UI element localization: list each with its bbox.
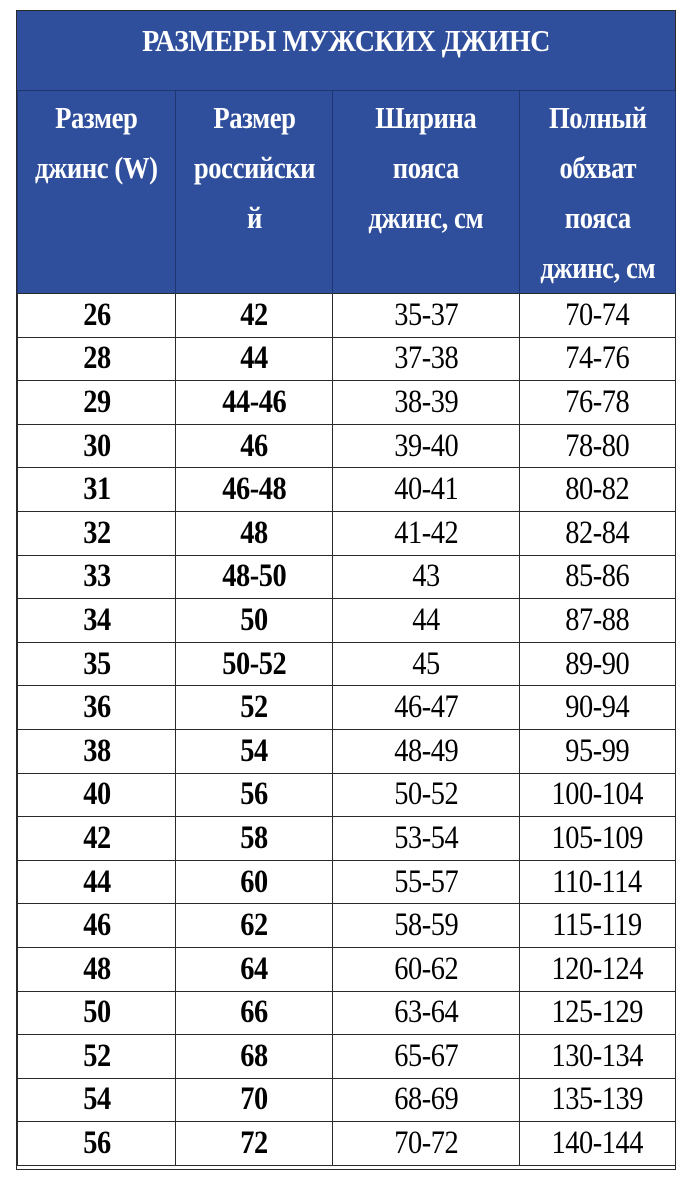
cell-value: 78-80 bbox=[565, 427, 630, 464]
table-row bbox=[18, 599, 676, 643]
cell-waist-width bbox=[333, 773, 520, 817]
cell-waist-width bbox=[333, 904, 520, 948]
cell-russian-size bbox=[176, 468, 333, 512]
cell-waist-width bbox=[333, 817, 520, 861]
column-header-label: Размер джинс (W) bbox=[35, 100, 158, 185]
cell-value: 56 bbox=[240, 776, 268, 813]
cell-value: 65-67 bbox=[393, 1037, 459, 1074]
cell-russian-size bbox=[176, 817, 333, 861]
cell-value: 140-144 bbox=[551, 1125, 644, 1162]
cell-value: 41-42 bbox=[393, 514, 459, 551]
column-header-label: Размер российски й bbox=[193, 100, 315, 235]
cell-full-waist bbox=[520, 817, 676, 861]
cell-value: 50 bbox=[240, 601, 268, 638]
cell-value: 53-54 bbox=[393, 819, 459, 856]
table-row bbox=[18, 947, 676, 991]
cell-value: 45 bbox=[412, 645, 440, 682]
cell-full-waist bbox=[520, 729, 676, 773]
cell-russian-size bbox=[176, 599, 333, 643]
cell-value: 105-109 bbox=[551, 819, 644, 856]
cell-full-waist bbox=[520, 1035, 676, 1079]
cell-waist-width bbox=[333, 511, 520, 555]
cell-jeans-size bbox=[18, 599, 176, 643]
table-row bbox=[18, 686, 676, 730]
table-row bbox=[18, 773, 676, 817]
cell-jeans-size bbox=[18, 773, 176, 817]
cell-jeans-size bbox=[18, 686, 176, 730]
cell-value: 44 bbox=[82, 863, 111, 900]
cell-value: 48 bbox=[240, 514, 268, 551]
cell-full-waist bbox=[520, 337, 676, 381]
cell-russian-size bbox=[176, 860, 333, 904]
cell-jeans-size bbox=[18, 991, 176, 1035]
cell-value: 56 bbox=[82, 1125, 111, 1162]
cell-jeans-size bbox=[18, 468, 176, 512]
cell-value: 74-76 bbox=[565, 340, 630, 377]
cell-waist-width bbox=[333, 1035, 520, 1079]
cell-full-waist bbox=[520, 947, 676, 991]
cell-jeans-size bbox=[18, 424, 176, 468]
cell-value: 64 bbox=[240, 950, 268, 987]
cell-full-waist bbox=[520, 860, 676, 904]
cell-value: 130-134 bbox=[551, 1037, 644, 1074]
cell-value: 40 bbox=[82, 776, 111, 813]
cell-russian-size bbox=[176, 1035, 333, 1079]
table-row bbox=[18, 1078, 676, 1122]
size-table bbox=[17, 91, 676, 1166]
cell-full-waist bbox=[520, 424, 676, 468]
header-row bbox=[18, 91, 676, 294]
cell-waist-width bbox=[333, 381, 520, 425]
cell-value: 68-69 bbox=[393, 1081, 459, 1118]
cell-value: 115-119 bbox=[552, 907, 643, 944]
cell-value: 40-41 bbox=[393, 471, 459, 508]
cell-jeans-size bbox=[18, 729, 176, 773]
cell-waist-width bbox=[333, 555, 520, 599]
cell-value: 48-50 bbox=[221, 558, 287, 595]
cell-value: 44-46 bbox=[221, 383, 287, 420]
cell-value: 100-104 bbox=[551, 776, 644, 813]
cell-russian-size bbox=[176, 511, 333, 555]
cell-russian-size bbox=[176, 1122, 333, 1166]
cell-value: 28 bbox=[82, 340, 111, 377]
cell-value: 29 bbox=[82, 383, 111, 420]
cell-value: 135-139 bbox=[551, 1081, 644, 1118]
cell-value: 87-88 bbox=[565, 601, 630, 638]
column-header-label: Ширина пояса джинс, см bbox=[368, 100, 484, 235]
cell-jeans-size bbox=[18, 1122, 176, 1166]
cell-full-waist bbox=[520, 991, 676, 1035]
cell-full-waist bbox=[520, 1122, 676, 1166]
table-row bbox=[18, 904, 676, 948]
cell-value: 54 bbox=[240, 732, 268, 769]
table-row bbox=[18, 1035, 676, 1079]
cell-value: 70 bbox=[240, 1081, 268, 1118]
cell-value: 85-86 bbox=[565, 558, 630, 595]
table-row bbox=[18, 642, 676, 686]
cell-value: 39-40 bbox=[393, 427, 459, 464]
table-row bbox=[18, 381, 676, 425]
cell-waist-width bbox=[333, 860, 520, 904]
cell-russian-size bbox=[176, 729, 333, 773]
cell-value: 89-90 bbox=[565, 645, 630, 682]
table-row bbox=[18, 1122, 676, 1166]
cell-russian-size bbox=[176, 294, 333, 338]
cell-full-waist bbox=[520, 294, 676, 338]
cell-waist-width bbox=[333, 729, 520, 773]
cell-jeans-size bbox=[18, 860, 176, 904]
table-row bbox=[18, 817, 676, 861]
cell-value: 32 bbox=[82, 514, 111, 551]
table-row bbox=[18, 860, 676, 904]
cell-value: 44 bbox=[240, 340, 268, 377]
cell-value: 31 bbox=[82, 471, 111, 508]
cell-waist-width bbox=[333, 424, 520, 468]
cell-value: 43 bbox=[412, 558, 440, 595]
table-row bbox=[18, 337, 676, 381]
cell-value: 50-52 bbox=[221, 645, 287, 682]
cell-value: 35 bbox=[82, 645, 111, 682]
table-row bbox=[18, 729, 676, 773]
cell-russian-size bbox=[176, 947, 333, 991]
cell-jeans-size bbox=[18, 337, 176, 381]
table-row bbox=[18, 511, 676, 555]
cell-value: 46-48 bbox=[221, 471, 287, 508]
column-header-label: Полный обхват пояса джинс, см bbox=[540, 100, 655, 285]
cell-jeans-size bbox=[18, 642, 176, 686]
cell-value: 63-64 bbox=[393, 994, 459, 1031]
cell-value: 30 bbox=[82, 427, 111, 464]
cell-full-waist bbox=[520, 511, 676, 555]
cell-value: 42 bbox=[240, 296, 268, 333]
cell-value: 72 bbox=[240, 1125, 268, 1162]
table-row bbox=[18, 555, 676, 599]
cell-full-waist bbox=[520, 1078, 676, 1122]
cell-jeans-size bbox=[18, 381, 176, 425]
cell-russian-size bbox=[176, 686, 333, 730]
cell-waist-width bbox=[333, 991, 520, 1035]
cell-value: 66 bbox=[240, 994, 268, 1031]
cell-value: 46 bbox=[82, 907, 111, 944]
cell-value: 90-94 bbox=[565, 689, 630, 726]
cell-value: 38-39 bbox=[393, 383, 459, 420]
size-chart bbox=[16, 10, 676, 1170]
cell-value: 58-59 bbox=[393, 907, 459, 944]
cell-value: 52 bbox=[240, 689, 268, 726]
cell-value: 37-38 bbox=[393, 340, 459, 377]
cell-full-waist bbox=[520, 381, 676, 425]
cell-waist-width bbox=[333, 1122, 520, 1166]
cell-waist-width bbox=[333, 947, 520, 991]
table-row bbox=[18, 424, 676, 468]
column-header-waist-width bbox=[333, 91, 520, 294]
cell-value: 34 bbox=[82, 601, 111, 638]
cell-value: 46 bbox=[240, 427, 268, 464]
cell-waist-width bbox=[333, 642, 520, 686]
cell-value: 60 bbox=[240, 863, 268, 900]
column-header-full-waist bbox=[520, 91, 676, 294]
cell-russian-size bbox=[176, 555, 333, 599]
cell-value: 60-62 bbox=[393, 950, 459, 987]
cell-full-waist bbox=[520, 686, 676, 730]
cell-value: 70-74 bbox=[565, 296, 630, 333]
cell-value: 52 bbox=[82, 1037, 111, 1074]
cell-value: 70-72 bbox=[393, 1125, 459, 1162]
cell-jeans-size bbox=[18, 555, 176, 599]
cell-value: 55-57 bbox=[393, 863, 459, 900]
table-row bbox=[18, 294, 676, 338]
chart-title: РАЗМЕРЫ МУЖСКИХ ДЖИНС bbox=[142, 23, 550, 58]
cell-full-waist bbox=[520, 773, 676, 817]
cell-waist-width bbox=[333, 337, 520, 381]
cell-value: 82-84 bbox=[565, 514, 630, 551]
cell-value: 50 bbox=[82, 994, 111, 1031]
cell-waist-width bbox=[333, 599, 520, 643]
cell-value: 95-99 bbox=[565, 732, 630, 769]
cell-value: 110-114 bbox=[552, 863, 643, 900]
cell-value: 38 bbox=[82, 732, 111, 769]
cell-russian-size bbox=[176, 904, 333, 948]
cell-value: 50-52 bbox=[393, 776, 459, 813]
table-row bbox=[18, 991, 676, 1035]
cell-russian-size bbox=[176, 1078, 333, 1122]
cell-full-waist bbox=[520, 904, 676, 948]
cell-value: 68 bbox=[240, 1037, 268, 1074]
cell-value: 80-82 bbox=[565, 471, 630, 508]
cell-value: 125-129 bbox=[551, 994, 644, 1031]
cell-russian-size bbox=[176, 991, 333, 1035]
column-header-jeans-size bbox=[18, 91, 176, 294]
cell-value: 44 bbox=[412, 601, 440, 638]
table-body bbox=[18, 294, 676, 1166]
cell-value: 48 bbox=[82, 950, 111, 987]
cell-russian-size bbox=[176, 424, 333, 468]
cell-value: 35-37 bbox=[393, 296, 459, 333]
cell-russian-size bbox=[176, 773, 333, 817]
cell-value: 26 bbox=[82, 296, 111, 333]
cell-jeans-size bbox=[18, 1078, 176, 1122]
cell-value: 120-124 bbox=[551, 950, 644, 987]
cell-waist-width bbox=[333, 468, 520, 512]
title-band bbox=[17, 11, 675, 91]
cell-jeans-size bbox=[18, 511, 176, 555]
table-row bbox=[18, 468, 676, 512]
cell-jeans-size bbox=[18, 947, 176, 991]
cell-value: 58 bbox=[240, 819, 268, 856]
cell-russian-size bbox=[176, 381, 333, 425]
cell-full-waist bbox=[520, 555, 676, 599]
cell-value: 48-49 bbox=[393, 732, 459, 769]
cell-waist-width bbox=[333, 1078, 520, 1122]
cell-value: 62 bbox=[240, 907, 268, 944]
cell-full-waist bbox=[520, 468, 676, 512]
cell-jeans-size bbox=[18, 817, 176, 861]
cell-jeans-size bbox=[18, 904, 176, 948]
cell-waist-width bbox=[333, 294, 520, 338]
cell-full-waist bbox=[520, 642, 676, 686]
column-header-russian-size bbox=[176, 91, 333, 294]
cell-waist-width bbox=[333, 686, 520, 730]
cell-value: 33 bbox=[82, 558, 111, 595]
cell-jeans-size bbox=[18, 1035, 176, 1079]
cell-value: 42 bbox=[82, 819, 111, 856]
cell-value: 76-78 bbox=[565, 383, 630, 420]
cell-value: 36 bbox=[82, 689, 111, 726]
cell-russian-size bbox=[176, 642, 333, 686]
cell-russian-size bbox=[176, 337, 333, 381]
cell-jeans-size bbox=[18, 294, 176, 338]
cell-value: 54 bbox=[82, 1081, 111, 1118]
cell-value: 46-47 bbox=[393, 689, 459, 726]
cell-full-waist bbox=[520, 599, 676, 643]
